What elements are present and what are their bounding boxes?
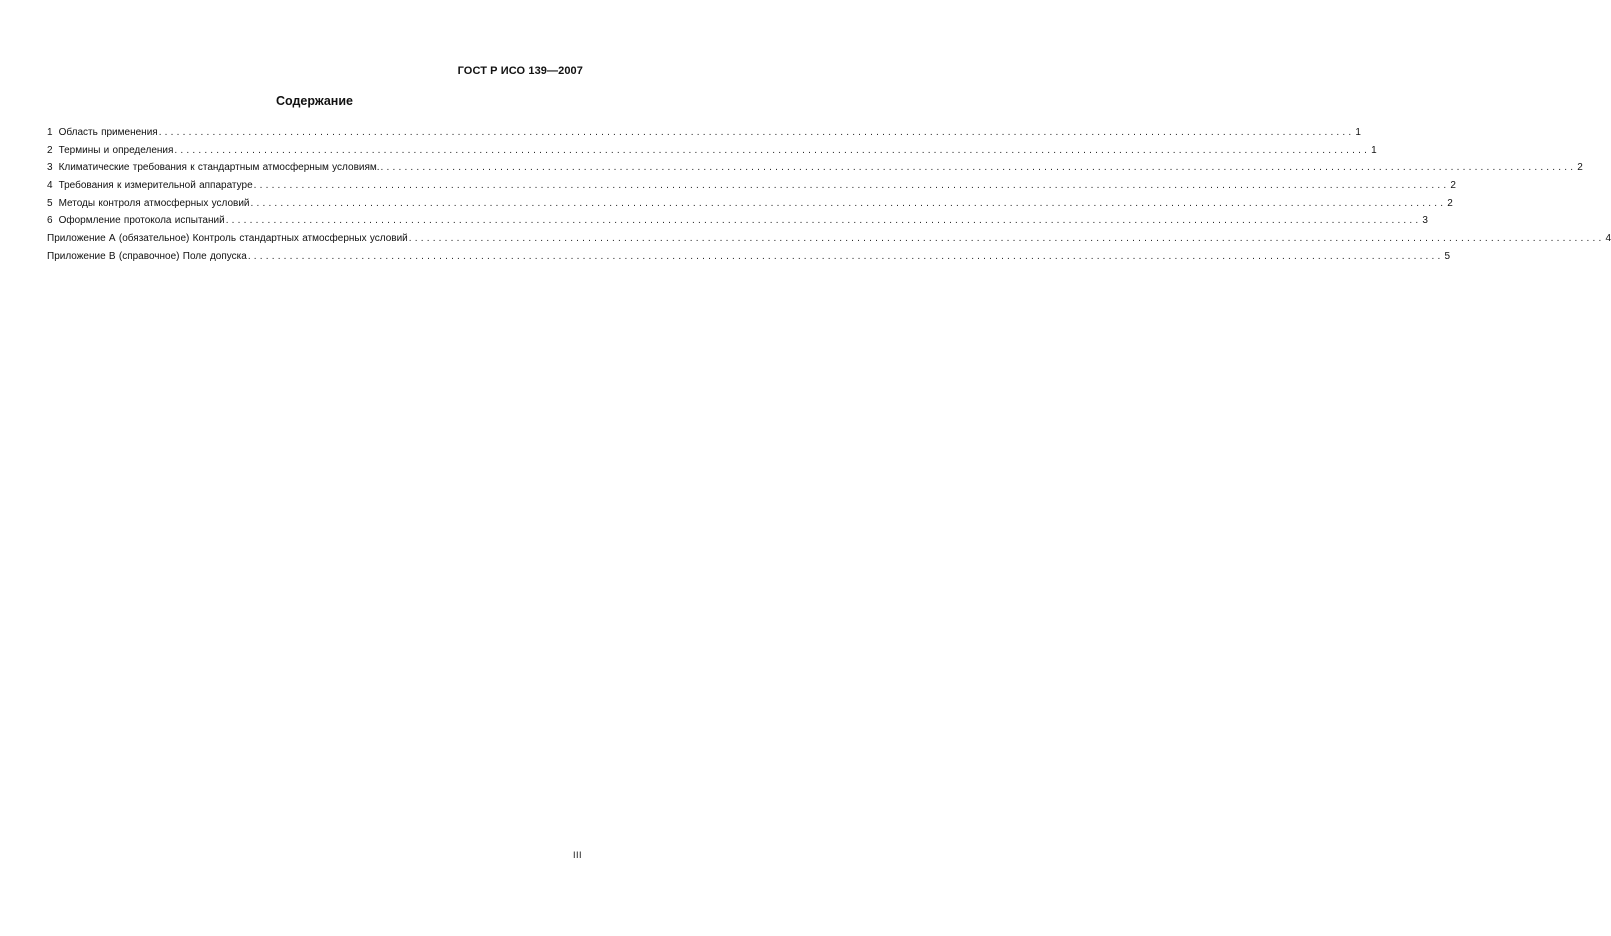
toc-entry-page: 2	[1450, 180, 1456, 192]
toc-entry-1[interactable]	[47, 124, 1361, 142]
table-of-contents	[47, 124, 1611, 266]
document-code: ГОСТ Р ИСО 139—2007	[457, 65, 583, 77]
toc-leader-dots: ........................................................................................................................................................................................................	[408, 233, 1605, 245]
toc-entry-label: Приложение В (справочное) Поле допуска	[47, 250, 247, 262]
toc-entry-page: 1	[1371, 144, 1377, 156]
toc-leader-dots: ........................................................................................................................................................................................................	[250, 197, 1447, 209]
toc-entry-4[interactable]	[47, 177, 1456, 195]
toc-entry-label: Климатические требования к стандартным атмосферным условиям.	[58, 162, 380, 174]
toc-leader-dots: ........................................................................................................................................................................................................	[253, 180, 1450, 192]
toc-entry-number: 2	[47, 144, 53, 156]
toc-entry-label: Приложение А (обязательное) Контроль стандартных атмосферных условий	[47, 233, 408, 245]
toc-entry-page: 2	[1447, 197, 1453, 209]
toc-entry-number: 5	[47, 197, 53, 209]
toc-leader-dots: ........................................................................................................................................................................................................	[225, 215, 1422, 227]
toc-entry-page: 4	[1605, 233, 1611, 245]
toc-entry-page: 2	[1577, 162, 1583, 174]
page-number: III	[572, 850, 582, 860]
toc-entry-page: 5	[1444, 250, 1451, 262]
toc-entry-label: Термины и определения	[58, 144, 174, 156]
toc-entry-6[interactable]	[47, 212, 1428, 230]
toc-entry-label: Оформление протокола испытаний	[58, 215, 225, 227]
toc-entry-appendix-a[interactable]	[47, 230, 1611, 248]
toc-entry-page: 1	[1355, 127, 1361, 138]
toc-leader-dots: ........................................................................................................................................................................................................	[158, 127, 1355, 138]
toc-entry-label: Область применения	[58, 127, 158, 138]
toc-leader-dots: ........................................................................................................................................................................................................	[174, 144, 1371, 156]
toc-entry-3[interactable]	[47, 159, 1583, 177]
toc-entry-page: 3	[1422, 215, 1428, 227]
toc-entry-number: 3	[47, 162, 53, 174]
toc-entry-5[interactable]	[47, 195, 1453, 213]
toc-entry-appendix-b[interactable]	[47, 248, 1451, 266]
toc-entry-label: Требования к измерительной аппаратуре	[58, 180, 253, 192]
toc-entry-number: 6	[47, 215, 53, 227]
toc-title: Содержание	[275, 94, 353, 108]
toc-entry-number: 1	[47, 127, 53, 138]
toc-leader-dots: ........................................................................................................................................................................................................	[380, 162, 1577, 174]
toc-entry-2[interactable]	[47, 142, 1377, 160]
toc-leader-dots: ........................................................................................................................................................................................................	[247, 250, 1444, 262]
toc-entry-label: Методы контроля атмосферных условий	[58, 197, 250, 209]
toc-entry-number: 4	[47, 180, 53, 192]
